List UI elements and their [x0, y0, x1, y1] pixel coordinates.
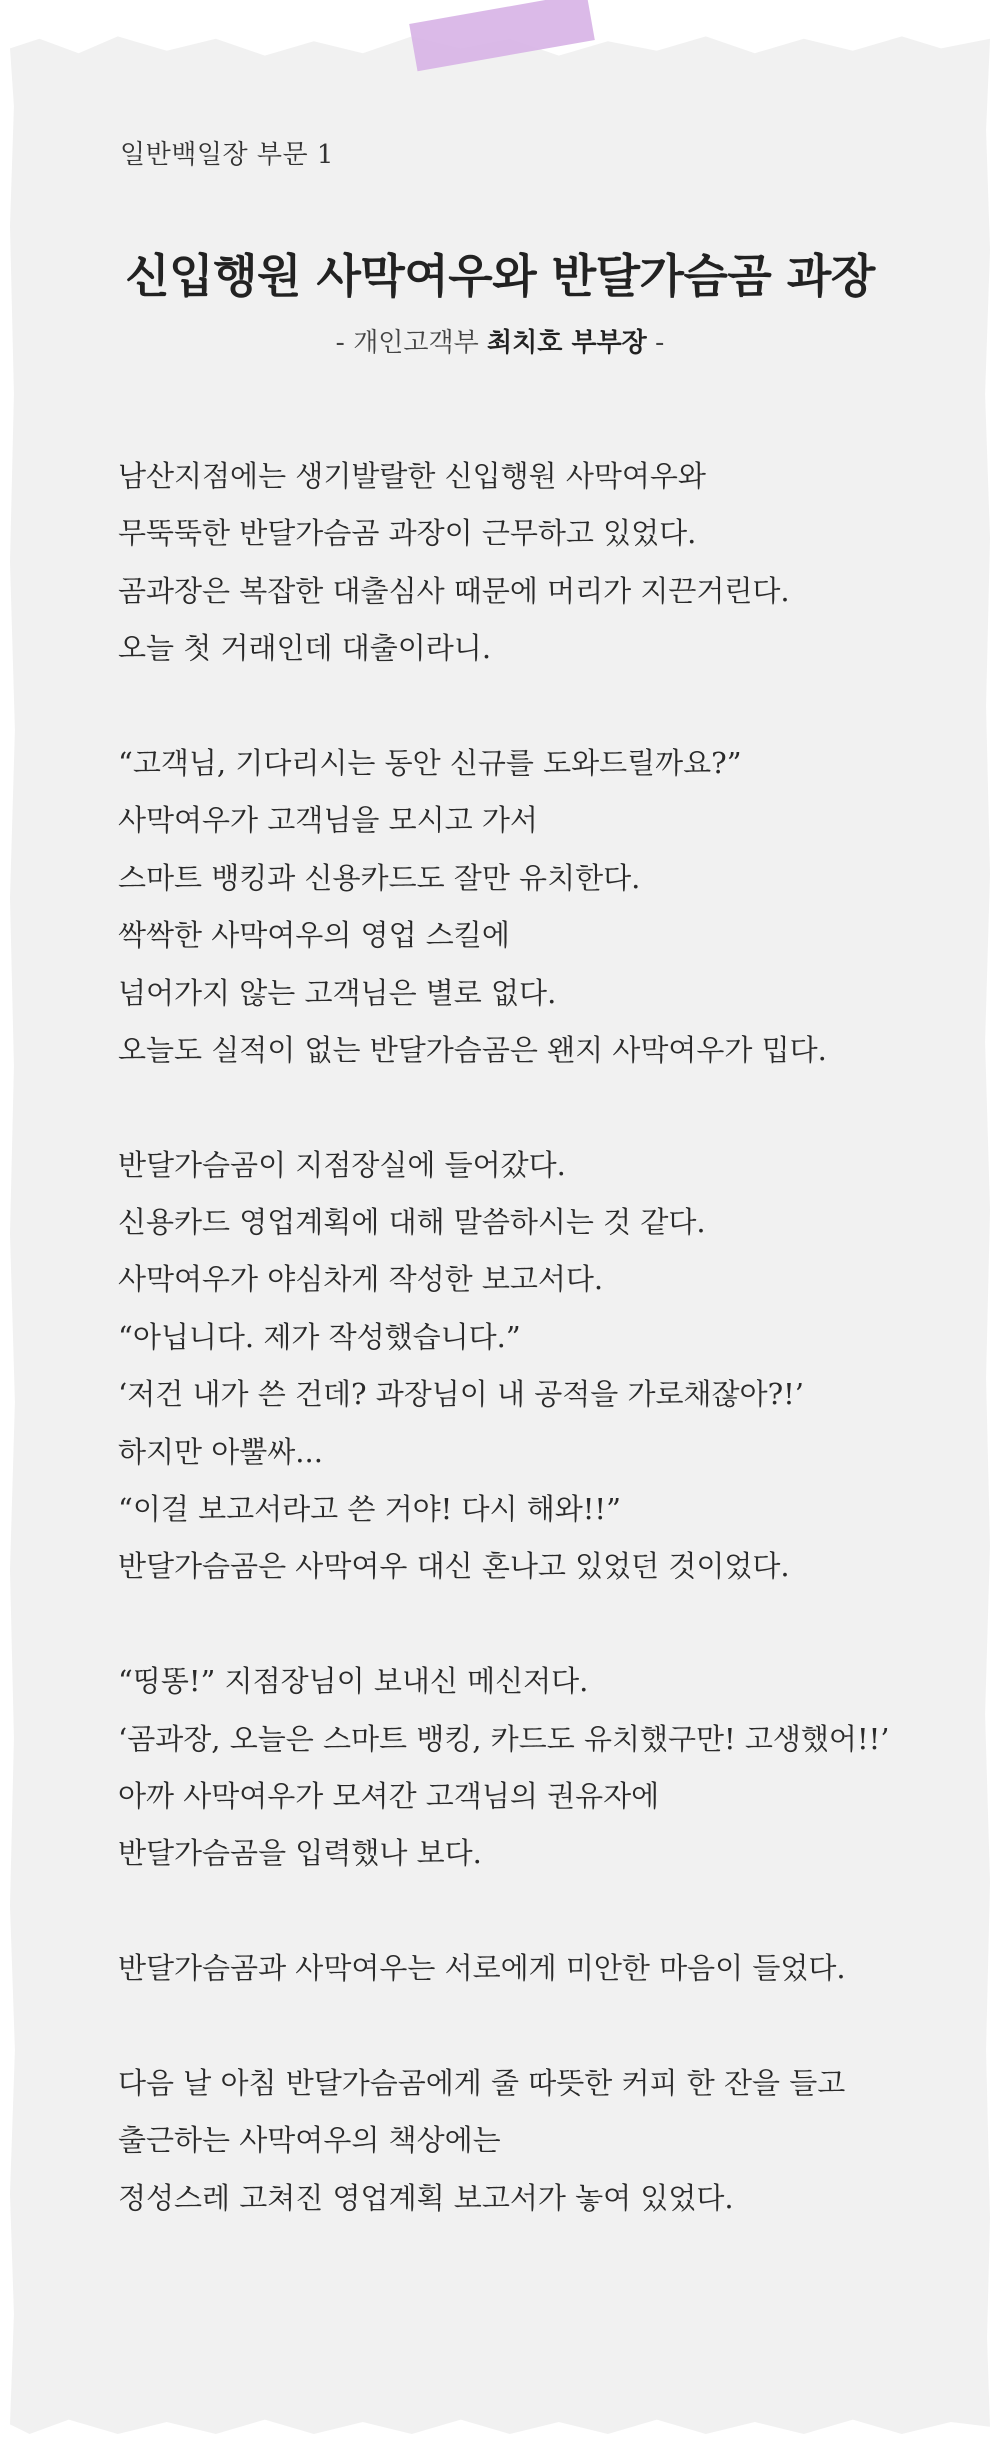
- paragraph-1: [118, 448, 918, 678]
- text-line: 출근하는 사막여우의 책상에는: [118, 2123, 501, 2158]
- paragraph-3: [118, 1137, 918, 1596]
- text-line: 하지만 아뿔싸...: [118, 1434, 323, 1469]
- paragraph-2: [118, 735, 918, 1079]
- paragraph-gap: [118, 1883, 918, 1940]
- paragraph-5: [118, 1940, 918, 1997]
- text-line: 반달가슴곰은 사막여우 대신 혼나고 있었던 것이었다.: [118, 1549, 790, 1584]
- text-line: 스마트 뱅킹과 신용카드도 잘만 유치한다.: [118, 860, 641, 895]
- text-line: ‘저건 내가 쓴 건데? 과장님이 내 공적을 가로채잖아?!’: [118, 1377, 804, 1412]
- text-line: 반달가슴곰이 지점장실에 들어갔다.: [118, 1147, 566, 1182]
- paragraph-gap: [118, 1998, 918, 2055]
- text-line: 다음 날 아침 반달가슴곰에게 줄 따뜻한 커피 한 잔을 들고: [118, 2065, 846, 2100]
- story-body: [118, 448, 918, 2227]
- paragraph-gap: [118, 1596, 918, 1653]
- text-line: “고객님, 기다리시는 동안 신규를 도와드릴까요?”: [118, 745, 742, 780]
- story-title: 신입행원 사막여우와 반달가슴곰 과장: [125, 249, 875, 303]
- text-line: 오늘 첫 거래인데 대출이라니.: [118, 631, 492, 666]
- byline-suffix: -: [646, 328, 665, 358]
- text-line: 신용카드 영업계획에 대해 말씀하시는 것 같다.: [118, 1205, 706, 1240]
- byline-prefix: - 개인고객부: [335, 328, 488, 358]
- text-line: 넘어가지 않는 고객님은 별로 없다.: [118, 975, 557, 1010]
- text-line: 아까 사막여우가 모셔간 고객님의 권유자에: [118, 1778, 660, 1813]
- text-line: 반달가슴곰과 사막여우는 서로에게 미안한 마음이 들었다.: [118, 1951, 846, 1986]
- paragraph-gap: [118, 678, 918, 735]
- byline-author: 최치호 부부장: [487, 328, 647, 358]
- text-line: “띵똥!” 지점장님이 보내신 메신저다.: [118, 1664, 589, 1699]
- paragraph-gap: [118, 1079, 918, 1136]
- text-line: 오늘도 실적이 없는 반달가슴곰은 왠지 사막여우가 밉다.: [118, 1032, 827, 1067]
- text-line: 사막여우가 고객님을 모시고 가서: [118, 803, 538, 838]
- text-line: 무뚝뚝한 반달가슴곰 과장이 근무하고 있었다.: [118, 516, 697, 551]
- text-line: 남산지점에는 생기발랄한 신입행원 사막여우와: [118, 459, 706, 493]
- text-line: 싹싹한 사막여우의 영업 스킬에: [118, 918, 510, 953]
- text-line: 반달가슴곰을 입력했나 보다.: [118, 1836, 482, 1871]
- text-line: 사막여우가 야심차게 작성한 보고서다.: [118, 1262, 604, 1297]
- byline: [0, 322, 1000, 359]
- paragraph-6: [118, 2055, 918, 2227]
- text-line: ‘곰과장, 오늘은 스마트 뱅킹, 카드도 유치했구만! 고생했어!!’: [118, 1721, 890, 1756]
- text-line: 곰과장은 복잡한 대출심사 때문에 머리가 지끈거린다.: [118, 573, 790, 608]
- text-line: 정성스레 고쳐진 영업계획 보고서가 놓여 있었다.: [118, 2180, 734, 2215]
- paragraph-4: [118, 1653, 918, 1883]
- text-line: “아닙니다. 제가 작성했습니다.”: [118, 1319, 521, 1354]
- text-line: “이걸 보고서라고 쓴 거야! 다시 해와!!”: [118, 1492, 621, 1527]
- category-label: 일반백일장 부문 1: [120, 140, 334, 170]
